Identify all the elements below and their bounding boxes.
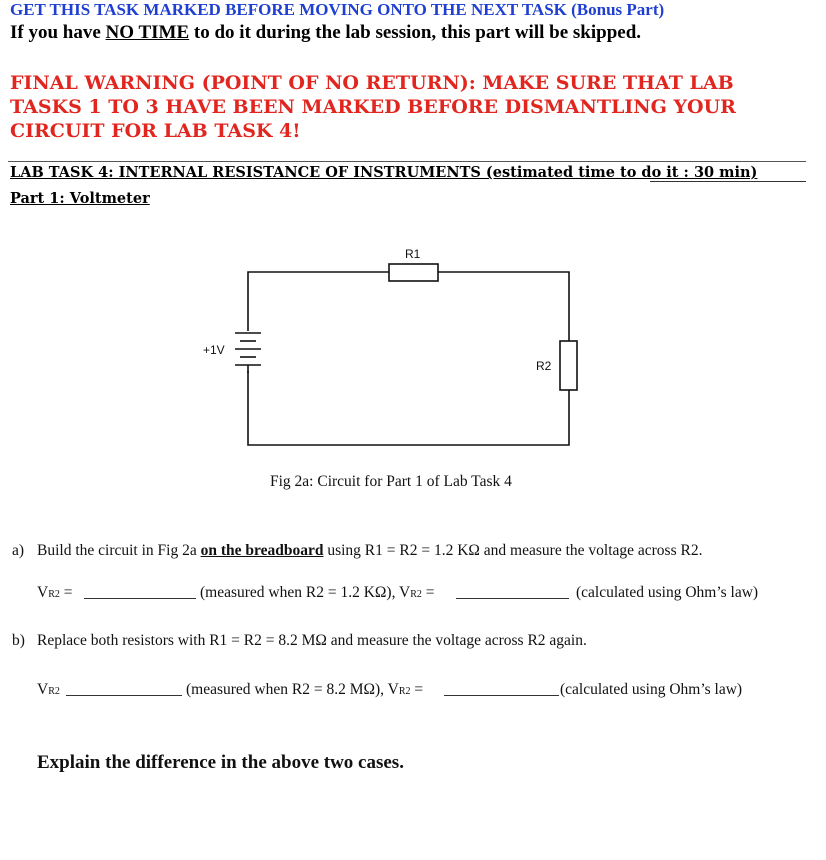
wire-top-right: [438, 272, 569, 341]
part-title: Part 1: Voltmeter: [10, 190, 150, 207]
answer-a-equals: =: [59, 584, 73, 601]
answer-b-measured-blank[interactable]: [66, 681, 182, 696]
answer-b-measured-note: [186, 681, 423, 699]
question-b-text: Replace both resistors with R1 = R2 = 8.2 MΩ and measure the voltage across R2 again.: [37, 632, 587, 649]
answer-b-v-symbol: V: [37, 681, 49, 698]
figure-caption: Fig 2a: Circuit for Part 1 of Lab Task 4: [270, 473, 512, 490]
question-a-emphasis: on the breadboard: [200, 542, 324, 559]
answer-b-calculated-blank[interactable]: [444, 681, 559, 696]
question-a-pre: Build the circuit in Fig 2a: [37, 542, 201, 559]
answer-a-calc-note: (calculated using Ohm’s law): [576, 584, 759, 601]
time-note-suffix: to do it during the lab session, this part will be skipped.: [189, 22, 642, 43]
answer-b-calc-note: (calculated using Ohm’s law): [560, 681, 743, 698]
question-a-marker: a): [12, 542, 25, 559]
question-b-marker: b): [12, 632, 25, 649]
answer-a-measured-text: (measured when R2 = 1.2 KΩ), V: [200, 584, 411, 601]
resistor-r1: [389, 264, 438, 281]
question-a-post: using R1 = R2 = 1.2 KΩ and measure the voltage across R2.: [323, 542, 703, 559]
final-warning: FINAL WARNING (POINT OF NO RETURN): MAKE SURE THAT LAB TASKS 1 TO 3 HAVE BEEN MARKED BEFORE DISMANTLING YOUR CIRCUIT FOR LAB TASK 4!: [10, 72, 736, 142]
answer-a-v-subscript: R2: [48, 589, 60, 600]
wire-bottom: [248, 371, 569, 445]
answer-a-calculated-blank[interactable]: [456, 584, 569, 599]
answer-b-calc-subscript: R2: [398, 686, 411, 697]
answer-a-calc-subscript: R2: [410, 589, 422, 600]
resistor-r2: [560, 341, 577, 390]
answer-b-measured-text: (measured when R2 = 8.2 MΩ), V: [186, 681, 399, 698]
answer-a-measured-note: [200, 584, 435, 602]
answer-a-vr2-measured: [37, 584, 73, 602]
time-note-emphasis: NO TIME: [105, 22, 190, 43]
explain-prompt: Explain the difference in the above two cases.: [37, 752, 404, 773]
answer-b-vr2-measured: [37, 681, 60, 699]
answer-b-calc-equals: =: [410, 681, 424, 698]
answer-b-v-subscript: R2: [48, 686, 60, 697]
lab-task-title: LAB TASK 4: INTERNAL RESISTANCE OF INSTRUMENTS (estimated time to do it : 30 min): [10, 164, 758, 181]
r1-label: R1: [405, 247, 421, 261]
answer-a-calc-equals: =: [421, 584, 435, 601]
bonus-heading: GET THIS TASK MARKED BEFORE MOVING ONTO THE NEXT TASK (Bonus Part): [10, 0, 665, 19]
wire-top-left: [248, 272, 389, 331]
question-a-text: [37, 542, 702, 560]
r2-label: R2: [536, 359, 552, 373]
time-note-prefix: If you have: [10, 22, 106, 43]
source-label: +1V: [203, 343, 225, 357]
answer-a-v-symbol: V: [37, 584, 49, 601]
answer-a-measured-blank[interactable]: [84, 584, 196, 599]
